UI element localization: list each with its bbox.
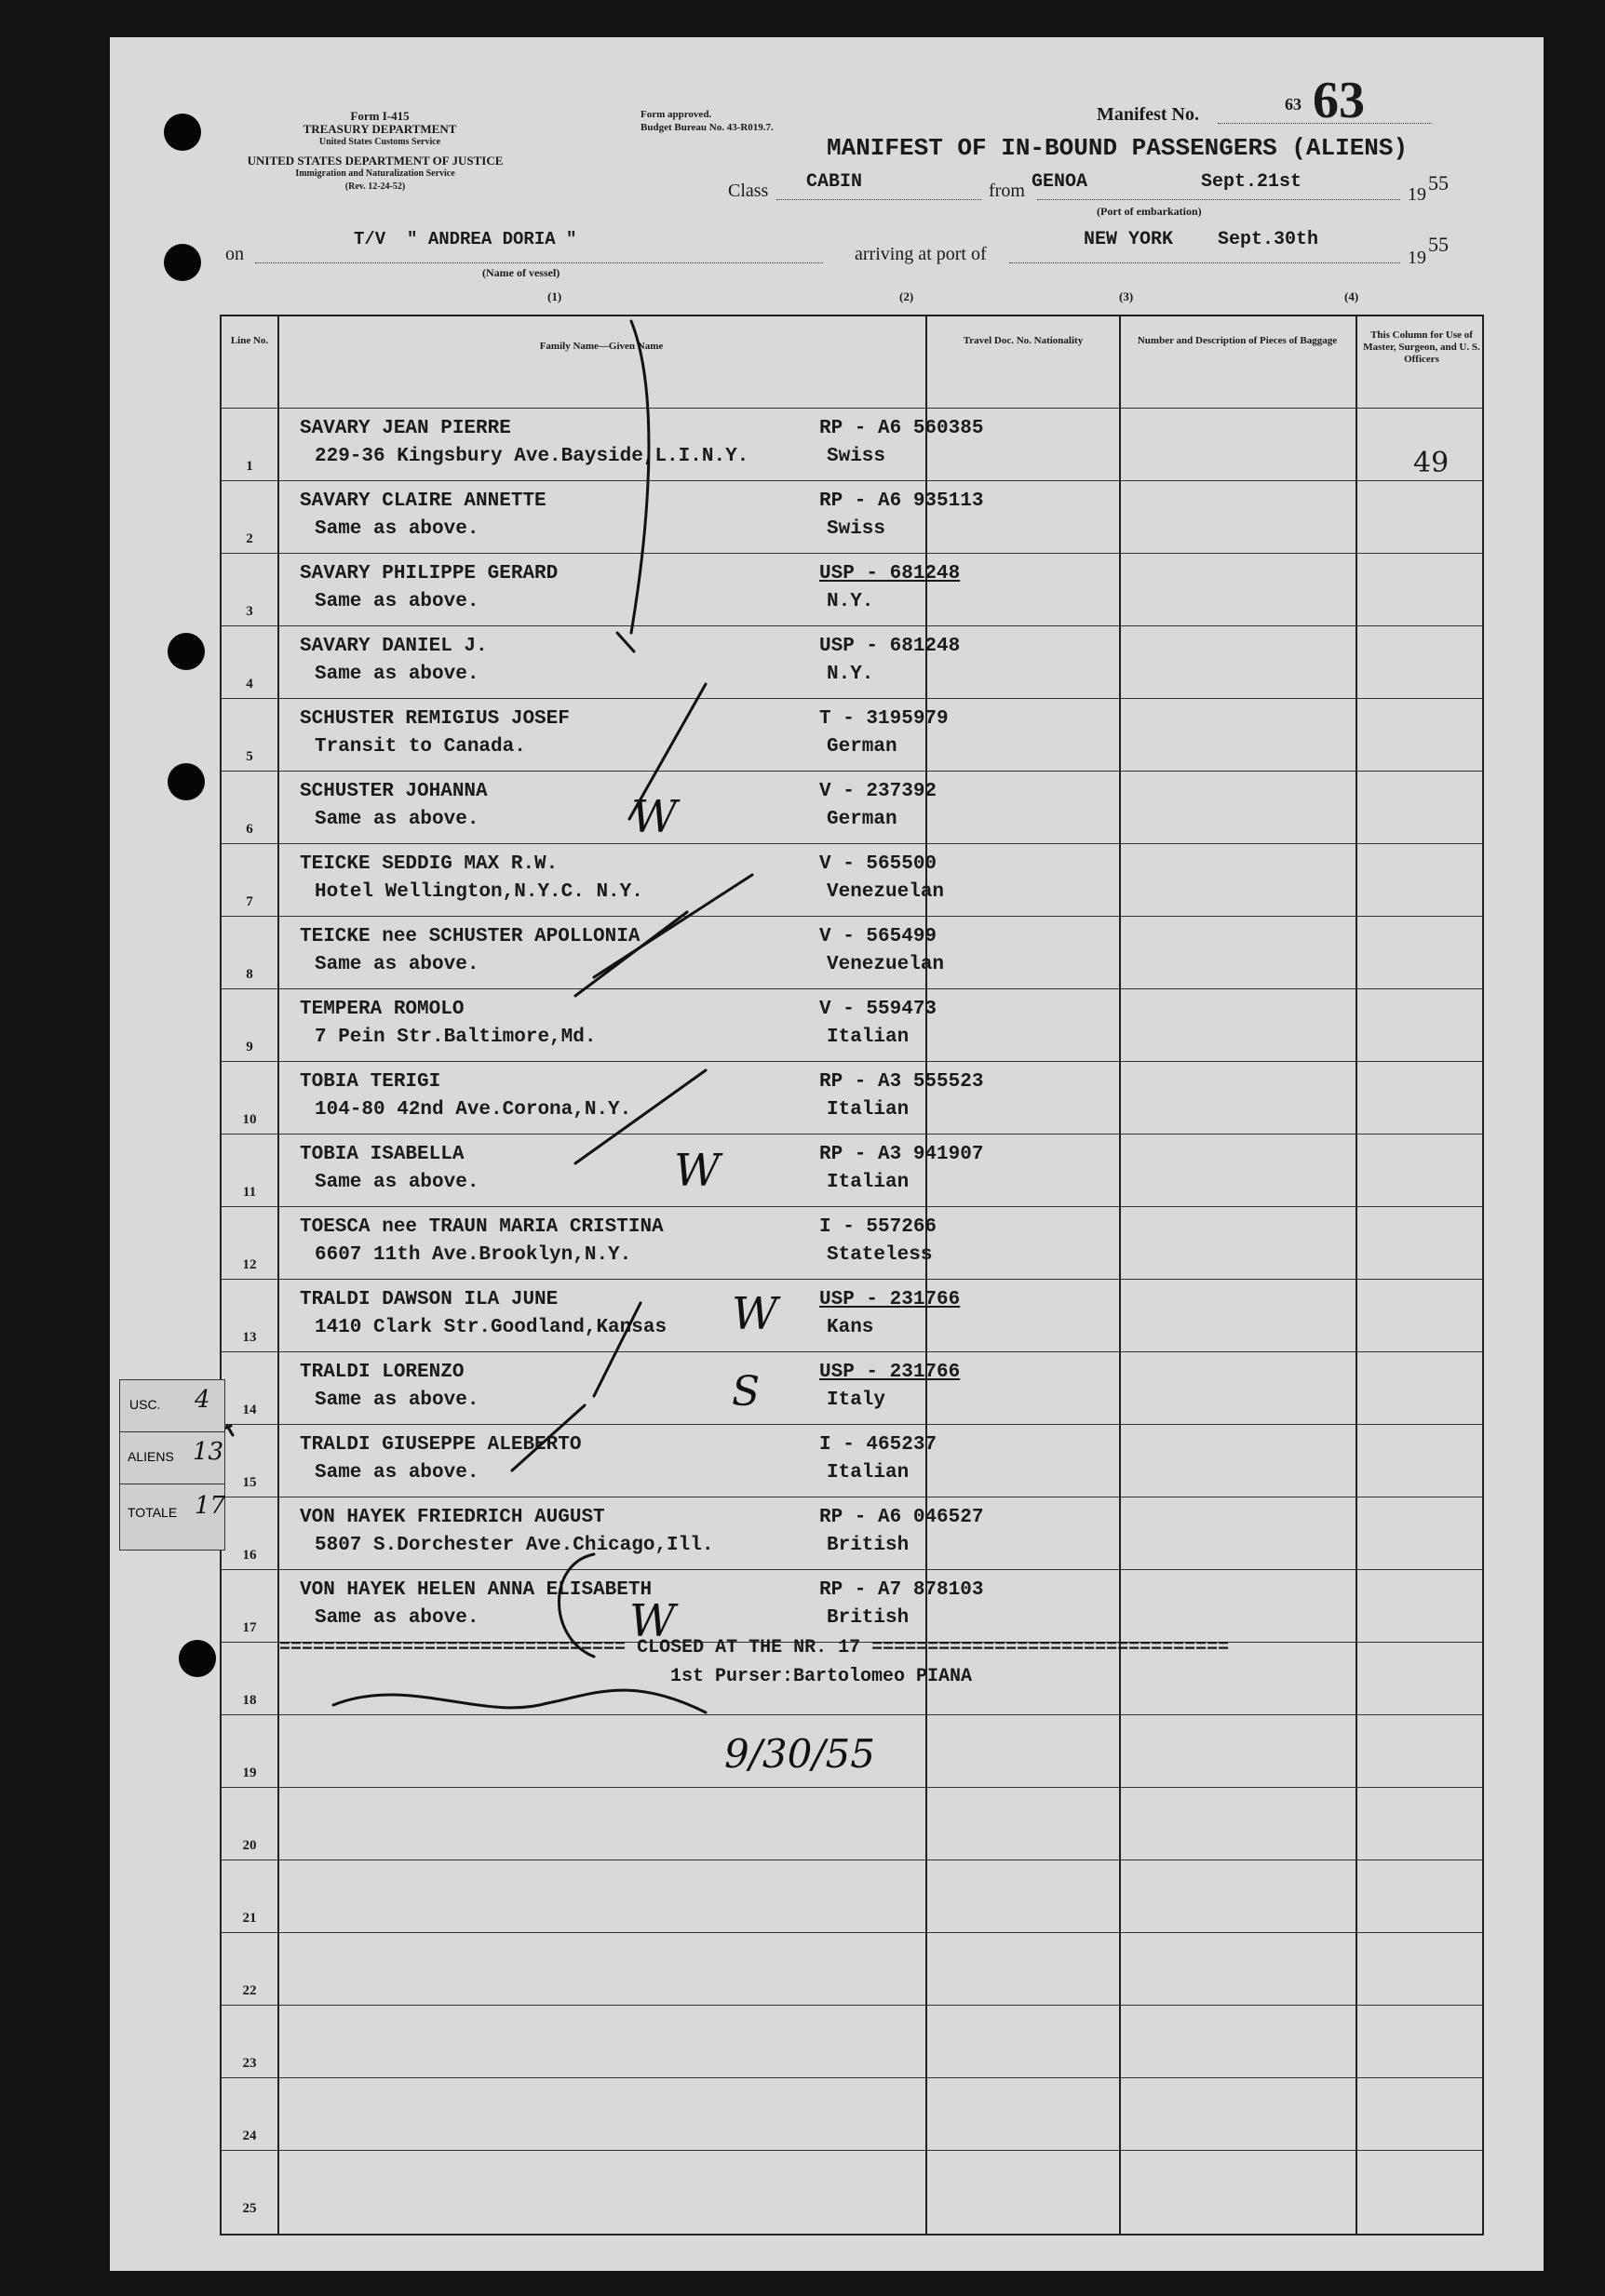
tally-aliens-label: ALIENS [128,1449,174,1464]
row-line-number: 5 [246,749,253,764]
departure-year: 55 [1428,171,1449,195]
nationality: German [827,736,897,758]
nationality: Stateless [827,1244,933,1266]
travel-doc-number: RP - A6 935113 [819,490,984,512]
nationality: Venezuelan [827,954,945,975]
passenger-address: Transit to Canada. [315,736,526,758]
revision-date: (Rev. 12-24-52) [344,181,406,192]
departure-year-prefix: 19 [1408,184,1426,205]
nationality: Venezuelan [827,881,945,903]
officer-note: 49 [1413,447,1450,479]
arriving-label: arriving at port of [855,244,987,264]
handwritten-strokes [110,37,1544,2271]
nationality: N.Y. [827,664,874,685]
form-approved: Form approved. [641,109,712,120]
row-line-number: 3 [246,604,253,619]
nationality: Italian [827,1027,910,1048]
row-line-number: 9 [246,1040,253,1054]
passenger-address: Hotel Wellington,N.Y.C. N.Y. [315,881,643,903]
passenger-name: TEICKE SEDDIG MAX R.W. [300,853,559,875]
arrival-port: NEW YORK [1084,229,1174,250]
purser-line: 1st Purser:Bartolomeo PIANA [670,1666,973,1687]
on-label: on [225,244,244,264]
travel-doc-number: V - 565500 [819,853,937,875]
nationality: Italy [827,1390,886,1411]
hw-mark-w: W [732,1288,778,1340]
nationality: British [827,1535,910,1556]
ins-name: Immigration and Naturalization Service [295,168,455,179]
budget-number: Budget Bureau No. 43-R019.7. [641,122,774,133]
row-line-number: 22 [242,1983,257,1998]
travel-doc-number: USP - 681248 [819,636,961,657]
row-line-number: 23 [242,2056,257,2071]
row-line-number: 12 [242,1257,257,1272]
travel-doc-number: RP - A3 941907 [819,1144,984,1165]
passenger-address: Same as above. [315,1172,479,1193]
manifest-number-stamp: 63 [1313,72,1365,129]
arrival-year: 55 [1428,233,1449,256]
tally-total-value: 17 [195,1492,226,1520]
passenger-address: 5807 S.Dorchester Ave.Chicago,Ill. [315,1535,714,1556]
passenger-name: VON HAYEK FRIEDRICH AUGUST [300,1507,605,1528]
from-value: GENOA [1032,171,1088,193]
row-line-number: 18 [242,1693,257,1708]
col-header-doc: Travel Doc. No. Nationality [963,335,1084,346]
hw-mark-w: W [674,1145,721,1197]
closed-line: =============================== CLOSED AT THE NR. 17 ================================ [279,1637,1230,1658]
col-header-baggage: Number and Description of Pieces of Baggage [1137,335,1338,346]
passenger-name: TOESCA nee TRAUN MARIA CRISTINA [300,1216,664,1238]
travel-doc-number: V - 559473 [819,999,937,1020]
arrival-date: Sept.30th [1218,229,1319,250]
nationality: German [827,809,897,830]
passenger-address: Same as above. [315,809,479,830]
passenger-name: TRALDI LORENZO [300,1362,465,1383]
travel-doc-number: RP - A3 555523 [819,1071,984,1093]
manifest-number-small: 63 [1285,95,1302,114]
row-line-number: 19 [242,1766,257,1780]
col-num-2: (2) [899,289,914,303]
tally-usc [119,1379,225,1433]
row-line-number: 17 [242,1620,257,1635]
row-line-number: 24 [242,2128,257,2143]
passenger-name: TEMPERA ROMOLO [300,999,465,1020]
dept-name: TREASURY DEPARTMENT [303,122,457,136]
passenger-address: 7 Pein Str.Baltimore,Md. [315,1027,597,1048]
passenger-address: 229-36 Kingsbury Ave.Bayside,L.I.N.Y. [315,446,749,467]
port-embarkation-caption: (Port of embarkation) [1097,205,1202,218]
hw-mark-w: W [629,1595,676,1647]
travel-doc-number: I - 465237 [819,1434,937,1456]
tally-aliens [119,1431,225,1485]
class-value: CABIN [806,171,863,193]
doj-name: UNITED STATES DEPARTMENT OF JUSTICE [247,154,504,168]
tally-total-label: TOTALE [128,1505,178,1520]
row-line-number: 6 [246,822,253,837]
passenger-name: SAVARY CLAIRE ANNETTE [300,490,546,512]
manifest-number-label: Manifest No. [1097,104,1199,125]
travel-doc-number: RP - A6 560385 [819,418,984,439]
passenger-address: Same as above. [315,664,479,685]
travel-doc-number: I - 557266 [819,1216,937,1238]
tally-aliens-value: 13 [193,1438,224,1466]
nationality: Italian [827,1099,910,1121]
manifest-sheet [110,37,1544,2271]
row-line-number: 16 [242,1548,257,1563]
nationality: Italian [827,1462,910,1484]
passenger-address: Same as above. [315,954,479,975]
hw-mark-w: W [631,791,678,843]
vessel-name: T/V " ANDREA DORIA " [354,229,577,249]
passenger-name: SCHUSTER JOHANNA [300,781,488,802]
arrival-year-prefix: 19 [1408,248,1426,268]
col-num-1: (1) [547,289,562,303]
col-header-name: Family Name—Given Name [539,341,664,352]
row-line-number: 1 [246,459,253,474]
row-line-number: 15 [242,1475,257,1490]
travel-doc-number: RP - A7 878103 [819,1579,984,1601]
col-header-line: Line No. [230,335,269,346]
nationality: British [827,1607,910,1629]
travel-doc-number: V - 237392 [819,781,937,802]
passenger-name: TRALDI DAWSON ILA JUNE [300,1289,559,1310]
passenger-address: 104-80 42nd Ave.Corona,N.Y. [315,1099,632,1121]
travel-doc-number: USP - 231766 [819,1289,961,1310]
row-line-number: 25 [242,2201,257,2216]
row-line-number: 13 [242,1330,257,1345]
passenger-name: SAVARY JEAN PIERRE [300,418,511,439]
hw-mark-s: S [732,1368,761,1416]
passenger-name: TRALDI GIUSEPPE ALEBERTO [300,1434,582,1456]
passenger-address: Same as above. [315,591,479,612]
signature-date: 9/30/55 [724,1731,875,1777]
passenger-name: SAVARY PHILIPPE GERARD [300,563,559,584]
class-label: Class [728,181,769,201]
departure-date: Sept.21st [1201,171,1302,193]
travel-doc-number: RP - A6 046527 [819,1507,984,1528]
nationality: Swiss [827,518,886,540]
row-line-number: 11 [242,1185,257,1200]
tally-usc-value: 4 [195,1386,210,1414]
passenger-address: Same as above. [315,1462,479,1484]
passenger-address: Same as above. [315,518,479,540]
tally-total [119,1484,225,1551]
nationality: Kans [827,1317,874,1338]
vessel-caption: (Name of vessel) [482,266,560,279]
form-number: Form I-415 [350,109,410,123]
travel-doc-number: USP - 231766 [819,1362,961,1383]
travel-doc-number: T - 3195979 [819,708,949,730]
col-header-officers: This Column for Use of Master, Surgeon, and U. S. Officers [1363,329,1480,365]
travel-doc-number: USP - 681248 [819,563,961,584]
passenger-name: TOBIA TERIGI [300,1071,441,1093]
passenger-name: SCHUSTER REMIGIUS JOSEF [300,708,570,730]
passenger-name: VON HAYEK HELEN ANNA ELISABETH [300,1579,653,1601]
from-label: from [989,181,1025,201]
passenger-name: TOBIA ISABELLA [300,1144,465,1165]
nationality: N.Y. [827,591,874,612]
row-line-number: 8 [246,967,253,982]
travel-doc-number: V - 565499 [819,926,937,947]
row-line-number: 2 [246,531,253,546]
row-line-number: 7 [246,894,253,909]
tally-usc-label: USC. [129,1397,161,1412]
row-line-number: 21 [242,1911,257,1926]
passenger-address: Same as above. [315,1607,479,1629]
col-num-4: (4) [1344,289,1359,303]
row-line-number: 10 [242,1112,257,1127]
customs-name: United States Customs Service [318,137,441,147]
col-num-3: (3) [1119,289,1134,303]
manifest-title: MANIFEST OF IN-BOUND PASSENGERS (ALIENS) [827,134,1409,162]
row-line-number: 4 [246,677,253,691]
passenger-name: TEICKE nee SCHUSTER APOLLONIA [300,926,641,947]
nationality: Italian [827,1172,910,1193]
passenger-address: 6607 11th Ave.Brooklyn,N.Y. [315,1244,632,1266]
passenger-address: Same as above. [315,1390,479,1411]
row-line-number: 20 [242,1838,257,1853]
passenger-name: SAVARY DANIEL J. [300,636,488,657]
nationality: Swiss [827,446,886,467]
passenger-address: 1410 Clark Str.Goodland,Kansas [315,1317,668,1338]
row-line-number: 14 [242,1403,257,1417]
